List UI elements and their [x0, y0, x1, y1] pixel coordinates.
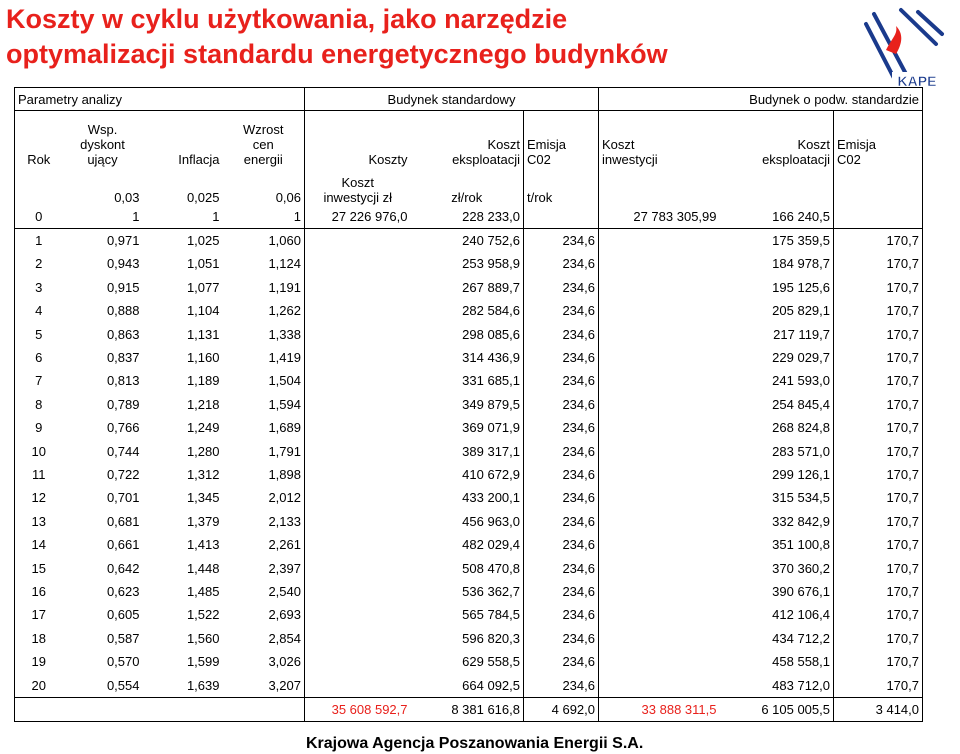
group-above-standard: Budynek o podw. standardzie: [599, 88, 923, 111]
header-inflacja: Inflacja: [143, 111, 223, 167]
lcc-table: [14, 87, 923, 722]
title-line-1: Koszty w cyklu użytkowania, jako narzędzie: [6, 4, 568, 34]
table-row: 5 0,863 1,131 1,338 298 085,6 234,6 217 119,7 170,7: [15, 322, 923, 345]
param-koszt-inwestycji: Koszt inwestycji zł: [305, 167, 411, 205]
table-row: 10 0,744 1,280 1,791 389 317,1 234,6 283 571,0 170,7: [15, 439, 923, 462]
table-row: 6 0,837 1,160 1,419 314 436,9 234,6 229 029,7 170,7: [15, 346, 923, 369]
table-row: 19 0,570 1,599 3,026 629 558,5 234,6 458 558,1 170,7: [15, 650, 923, 673]
total-koszt-inwestycji: 35 608 592,7: [305, 697, 411, 721]
logo-text: KAPE: [897, 73, 937, 89]
group-standard: Budynek standardowy: [305, 88, 599, 111]
total-koszt-inwestycji-2: 33 888 311,5: [599, 697, 720, 721]
table-row-year-0: 0 1 1 1 27 226 976,0 228 233,0 27 783 305,99 166 240,5: [15, 205, 923, 229]
table-row: 18 0,587 1,560 2,854 596 820,3 234,6 434 712,2 170,7: [15, 627, 923, 650]
param-wzrost: 0,06: [275, 189, 301, 205]
total-koszt-eksploatacji-2: 6 105 005,5: [720, 697, 834, 721]
table-row: 2 0,943 1,051 1,124 253 958,9 234,6 184 978,7 170,7: [15, 252, 923, 275]
table-row: 20 0,554 1,639 3,207 664 092,5 234,6 483 712,0 170,7: [15, 673, 923, 697]
header-koszt-inwestycji: Koszt inwestycji: [599, 111, 720, 167]
table-row: 13 0,681 1,379 2,133 456 963,0 234,6 332 842,9 170,7: [15, 510, 923, 533]
header-koszt-eksploatacji: Koszt eksploatacji: [411, 111, 524, 167]
header-emisja: Emisja C02: [524, 111, 599, 167]
header-koszty: Koszty: [305, 111, 411, 167]
totals-row: [15, 697, 923, 721]
total-koszt-eksploatacji: 8 381 616,8: [411, 697, 524, 721]
table-row: 7 0,813 1,189 1,504 331 685,1 234,6 241 593,0 170,7: [15, 369, 923, 392]
header-emisja-2: Emisja C02: [834, 111, 923, 167]
title-line-2: optymalizacji standardu energetycznego budynków: [6, 39, 668, 69]
table-row: 3 0,915 1,077 1,191 267 889,7 234,6 195 125,6 170,7: [15, 276, 923, 299]
header-koszt-eksploatacji-2: Koszt eksploatacji: [720, 111, 834, 167]
unit-emisja: t/rok: [524, 167, 599, 205]
table-row: 9 0,766 1,249 1,689 369 071,9 234,6 268 824,8 170,7: [15, 416, 923, 439]
table-row: 11 0,722 1,312 1,898 410 672,9 234,6 299 126,1 170,7: [15, 463, 923, 486]
table-body: [15, 228, 923, 697]
table-row: 12 0,701 1,345 2,012 433 200,1 234,6 315 534,5 170,7: [15, 486, 923, 509]
table-row: 1 0,971 1,025 1,060 240 752,6 234,6 175 359,5 170,7: [15, 228, 923, 252]
table-row: 17 0,605 1,522 2,693 565 784,5 234,6 412 106,4 170,7: [15, 603, 923, 626]
table-row: 8 0,789 1,218 1,594 349 879,5 234,6 254 845,4 170,7: [15, 393, 923, 416]
params-row: [15, 167, 923, 205]
page-title: [6, 2, 668, 72]
unit-eksploatacja: zł/rok: [451, 189, 483, 205]
header-rok: Rok: [15, 111, 63, 167]
total-emisja-2: 3 414,0: [834, 697, 923, 721]
header-wsp: Wsp. dyskont ujący: [63, 111, 143, 167]
header-wzrost: Wzrost cen energii: [223, 111, 305, 167]
param-inflacja: 0,025: [186, 189, 220, 205]
column-header-row: [15, 111, 923, 167]
total-emisja: 4 692,0: [524, 697, 599, 721]
group-params: Parametry analizy: [15, 88, 305, 111]
param-wsp: 0,03: [114, 189, 140, 205]
table-row: 16 0,623 1,485 2,540 536 362,7 234,6 390 676,1 170,7: [15, 580, 923, 603]
kape-logo-icon: [856, 4, 946, 100]
table-row: 14 0,661 1,413 2,261 482 029,4 234,6 351 100,8 170,7: [15, 533, 923, 556]
group-header-row: [15, 88, 923, 111]
table-row: 4 0,888 1,104 1,262 282 584,6 234,6 205 829,1 170,7: [15, 299, 923, 322]
footer-agency: Krajowa Agencja Poszanowania Energii S.A.: [306, 735, 644, 752]
table-row: 15 0,642 1,448 2,397 508 470,8 234,6 370 360,2 170,7: [15, 556, 923, 579]
